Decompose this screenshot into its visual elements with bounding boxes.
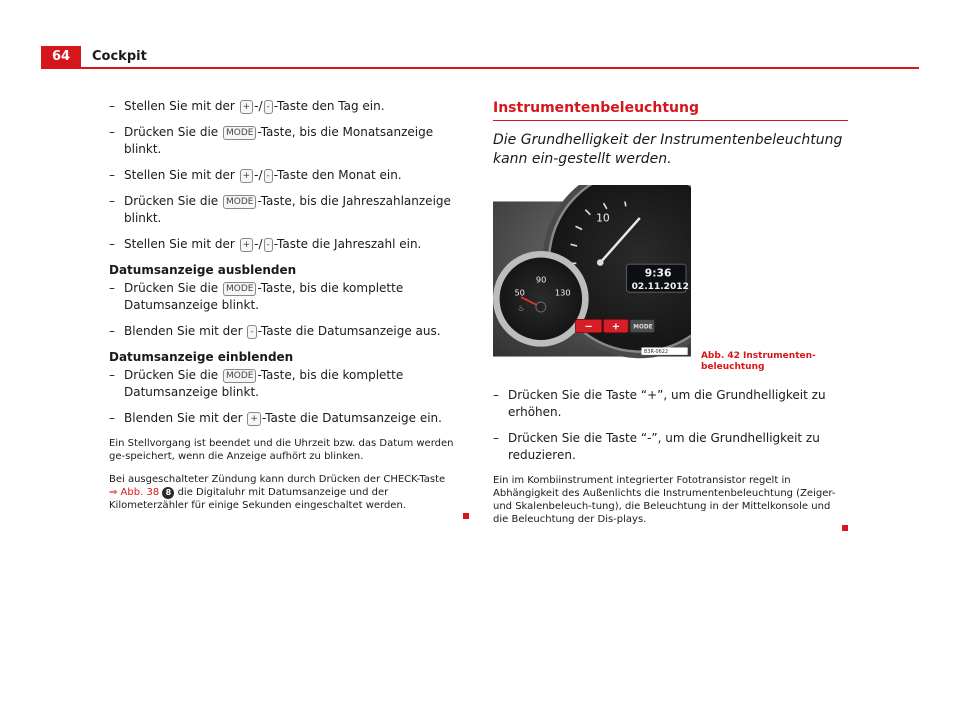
plus-key: + — [247, 412, 261, 426]
mode-key: MODE — [223, 282, 256, 296]
callout-number: 8 — [162, 487, 174, 499]
step-item — [109, 280, 469, 314]
list-dash: – — [109, 411, 115, 425]
plus-key: + — [240, 238, 254, 252]
step-text: Blenden Sie mit der — [124, 411, 247, 425]
figure-caption — [701, 351, 848, 373]
minus-glyph: − — [584, 321, 593, 333]
lead-text: Die Grundhelligkeit der Instrumentenbeleuchtung kann ein-gestellt werden. — [493, 132, 843, 167]
step-text: -Taste den Monat ein. — [273, 168, 402, 182]
step-text: Drücken Sie die — [124, 194, 222, 208]
note-text: Bei ausgeschalteter Zündung kann durch Drücken der CHECK-Taste — [109, 474, 446, 485]
step-item — [109, 323, 469, 340]
step-text: -Taste, bis die Monatsanzeige blinkt. — [124, 125, 434, 156]
steps-set-date — [109, 98, 469, 253]
mode-key: MODE — [223, 369, 256, 383]
speed-label-10: 10 — [596, 211, 610, 225]
end-of-section-mark — [463, 513, 469, 519]
step-text: Stellen Sie mit der — [124, 237, 239, 251]
running-head: Cockpit — [92, 49, 147, 64]
step-text: -/ — [254, 237, 263, 251]
list-dash: – — [109, 281, 115, 295]
plus-key: + — [240, 100, 254, 114]
step-item — [109, 193, 469, 227]
step-text: -Taste, bis die Jahreszahlanzeige blinkt. — [124, 194, 451, 225]
step-text: Drücken Sie die — [124, 281, 222, 295]
step-item — [109, 98, 469, 115]
step-text: -/ — [254, 168, 263, 182]
right-column — [493, 98, 848, 535]
temp-label-90: 90 — [535, 274, 547, 285]
list-dash: – — [109, 125, 115, 139]
subhead-hide-date: Datumsanzeige ausblenden — [109, 263, 297, 277]
step-text: Drücken Sie die Taste “-”, um die Grundhelligkeit zu reduzieren. — [508, 431, 820, 462]
coolant-icon: ♨ — [517, 303, 525, 313]
step-text: -Taste den Tag ein. — [273, 99, 385, 113]
list-dash: – — [109, 324, 115, 338]
plus-key: + — [240, 169, 254, 183]
temperature-gauge-dial — [500, 258, 582, 340]
step-text: -Taste die Datumsanzeige aus. — [257, 324, 441, 338]
figure-cross-reference[interactable]: ⇒ Abb. 38 — [109, 487, 160, 498]
step-text: Blenden Sie mit der — [124, 324, 247, 338]
note-paragraph: Ein Stellvorgang ist beendet und die Uhrzeit bzw. das Datum werden ge-speichert, wenn die Anzeige aufhört zu blinken. — [109, 438, 454, 462]
instrument-cluster-photo — [493, 185, 691, 373]
step-item — [493, 430, 848, 464]
minus-key: - — [264, 100, 273, 114]
photo-code-text: B3R-0622 — [643, 349, 669, 356]
end-of-section-mark — [842, 525, 848, 531]
minus-key: - — [264, 238, 273, 252]
step-item — [493, 387, 848, 421]
step-text: Drücken Sie die Taste “+”, um die Grundhelligkeit zu erhöhen. — [508, 388, 826, 419]
list-dash: – — [109, 194, 115, 208]
section-rule — [493, 120, 848, 121]
section-title: Instrumentenbeleuchtung — [493, 100, 699, 116]
subhead-show-date: Datumsanzeige einblenden — [109, 350, 294, 364]
list-dash: – — [493, 431, 499, 445]
mode-glyph: MODE — [633, 324, 653, 331]
list-dash: – — [109, 99, 115, 113]
step-text: Drücken Sie die — [124, 125, 222, 139]
step-text: Stellen Sie mit der — [124, 168, 239, 182]
note-paragraph: Ein im Kombiinstrument integrierter Fototransistor regelt in Abhängigkeit des Außenlichts die Instrumentenbeleuchtung (Zeiger- und Skalenbeleuch-tung), die Beleuchtung in der Mittelkonsole und die Beleuchtung der Dis-plays. — [493, 475, 836, 525]
caption-number: Abb. 42 — [700, 351, 740, 361]
list-dash: – — [109, 368, 115, 382]
mode-key: MODE — [223, 126, 256, 140]
needle-hub — [597, 259, 604, 266]
step-text: -Taste, bis die komplette Datumsanzeige blinkt. — [124, 368, 404, 399]
minus-key: - — [264, 169, 273, 183]
list-dash: – — [109, 237, 115, 251]
step-text: -Taste die Datumsanzeige ein. — [261, 411, 442, 425]
figure — [493, 185, 848, 373]
left-column — [109, 98, 469, 523]
step-item — [109, 367, 469, 401]
step-text: -Taste die Jahreszahl ein. — [273, 237, 422, 251]
step-item — [109, 236, 469, 253]
page-number: 64 — [41, 46, 81, 68]
step-text: Stellen Sie mit der — [124, 99, 239, 113]
clock-readout: 9:36 — [644, 266, 672, 280]
step-text: -/ — [254, 99, 263, 113]
step-text: Drücken Sie die — [124, 368, 222, 382]
temp-label-130: 130 — [554, 287, 571, 298]
step-item — [109, 410, 469, 427]
step-item — [109, 167, 469, 184]
step-text: -Taste, bis die komplette Datumsanzeige blinkt. — [124, 281, 404, 312]
mode-key: MODE — [223, 195, 256, 209]
note-text: die Digitaluhr mit Datumsanzeige und der Kilometerzähler für einige Sekunden eingeschaltet werden. — [109, 487, 406, 511]
minus-key: - — [247, 325, 256, 339]
temperature-needle-hub — [536, 302, 546, 312]
temp-label-50: 50 — [514, 287, 525, 298]
caption-text: Instrumenten-beleuchtung — [700, 351, 816, 372]
date-readout: 02.11.2012 — [631, 281, 689, 292]
list-dash: – — [493, 388, 499, 402]
header-rule — [41, 67, 919, 69]
list-dash: – — [109, 168, 115, 182]
step-item — [109, 124, 469, 158]
plus-glyph: + — [611, 321, 621, 333]
